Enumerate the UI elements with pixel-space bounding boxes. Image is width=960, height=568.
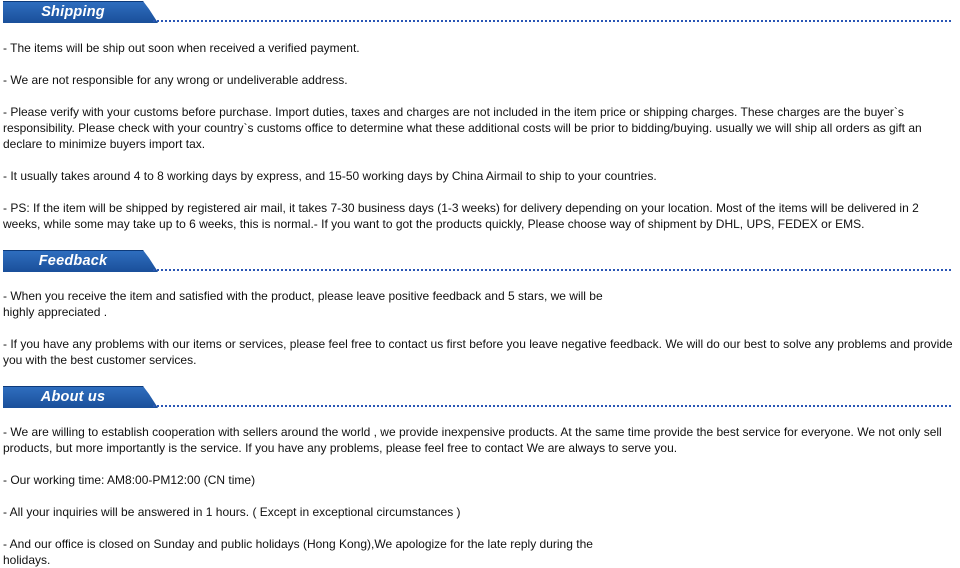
about-paragraph-1: - We are willing to establish cooperation with sellers around the world , we provide inexpensive products. At the same time provide the best service for everyone. We not only sell products, but more importantly is the service. If you have any problems, please feel free to contact We are always to serve you. <box>3 425 942 455</box>
dotted-divider <box>153 20 951 22</box>
feedback-paragraph-1: - When you receive the item and satisfied with the product, please leave positive feedback and 5 stars, we will be highly appreciated . <box>3 289 603 319</box>
about-paragraph-3: - All your inquiries will be answered in 1 hours. ( Except in exceptional circumstances ) <box>3 505 461 519</box>
shipping-paragraph-2: - We are not responsible for any wrong or undeliverable address. <box>3 73 348 87</box>
shipping-title: Shipping <box>41 4 105 20</box>
shipping-paragraph-1: - The items will be ship out soon when received a verified payment. <box>3 41 360 55</box>
dotted-divider <box>153 405 951 407</box>
feedback-paragraph-2: - If you have any problems with our items or services, please feel free to contact us first before you leave negative feedback. We will do our best to solve any problems and provide you with the best customer services. <box>3 337 953 367</box>
about-title: About us <box>40 389 106 405</box>
shipping-paragraph-5: - PS: If the item will be shipped by registered air mail, it takes 7-30 business days (1-3 weeks) for delivery depending on your location. Most of the items will be delivered in 2 weeks, while some may take up to 6 weeks, this is normal.- If you want to got the products quickly, Please choose way of shipment by DHL, UPS, FEDEX or EMS. <box>3 201 919 231</box>
dotted-divider <box>153 269 951 271</box>
about-paragraph-2: - Our working time: AM8:00-PM12:00 (CN time) <box>3 473 256 487</box>
about-header <box>3 386 951 408</box>
shipping-paragraph-3: - Please verify with your customs before purchase. Import duties, taxes and charges are not included in the item price or shipping charges. These charges are the buyer`s responsibility. Please check with your country`s customs office to determine what these additional costs will be prior to bidding/buying. usually we will ship all orders as gift an declare to minimize buyers import tax. <box>3 105 922 151</box>
shipping-header <box>3 1 951 23</box>
feedback-title: Feedback <box>38 253 108 269</box>
feedback-header <box>3 250 951 272</box>
about-paragraph-4: - And our office is closed on Sunday and public holidays (Hong Kong),We apologize for the late reply during the holidays. <box>3 537 593 567</box>
shipping-paragraph-4: - It usually takes around 4 to 8 working days by express, and 15-50 working days by China Airmail to ship to your countries. <box>3 169 657 183</box>
